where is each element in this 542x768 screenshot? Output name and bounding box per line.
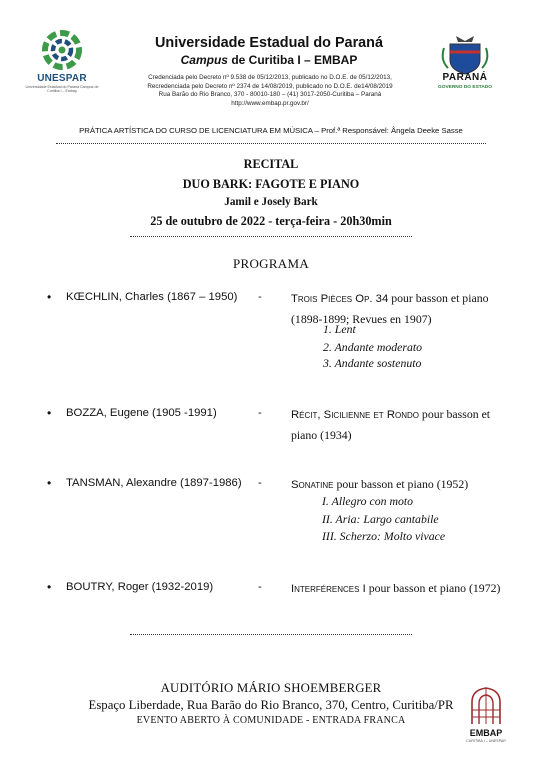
decree-block [120,74,420,108]
work-title-smallcaps: Sonatine [291,479,334,491]
recital-title: RECITAL [243,157,299,171]
work-title-smallcaps: Récit, Sicilienne et Rondo [291,409,419,421]
campus-italic: Campus [180,53,228,67]
work-title [291,404,501,445]
work-title [291,578,531,599]
venue: AUDITÓRIO MÁRIO SHOEMBERGER [160,681,382,695]
work-title-rest: pour basson et piano (1972) [365,581,501,595]
parana-logo-text: PARANÁ [442,72,488,83]
decree-line: Credenciada pelo Decreto nº 9.538 de 05/12/2013, publicado no D.O.E. de 05/12/2013, [148,74,392,81]
parana-coat-of-arms-icon [430,32,500,102]
work-title-rest: pour basson et piano (1898-1899; Revues en 1907) [291,291,489,326]
composer: BOUTRY, Roger (1932-2019) [66,581,214,593]
movement: III. Scherzo: Molto vivace [322,529,446,543]
bullet-icon: • [47,290,52,304]
website-line: http://www.embap.pr.gov.br/ [231,99,309,107]
work-title [291,474,521,495]
parana-logo-subtext: GOVERNO DO ESTADO [437,85,492,90]
composer: BOZZA, Eugene (1905 -1991) [66,407,217,419]
venue-address: Espaço Liberdade, Rua Barão do Rio Branco, 370, Centro, Curitiba/PR [88,698,454,712]
movement: 2. Andante moderato [323,340,423,354]
embap-logo-subtext: CURITIBA I – UNESPAR [466,739,506,743]
decree-line: Recredenciada pelo Decreto nº 2374 de 14/08/2019, publicado no D.O.E. de14/08/2019 [147,82,393,90]
work-title-smallcaps: Trois Pièces Op. 34 [291,293,389,305]
campus-title [110,53,428,67]
bullet-icon: • [47,406,52,420]
performers: Jamil e Josely Bark [224,196,318,208]
bullet-icon: • [47,580,52,594]
dotted-divider [56,143,486,144]
dash: - [258,477,262,489]
dotted-divider [130,236,412,237]
composer: TANSMAN, Alexandre (1897-1986) [66,477,242,489]
work-title-rest: pour basson et piano (1934) [291,407,491,442]
embap-logo-icon [468,686,504,726]
movement: 1. Lent [323,322,356,336]
university-title: Universidade Estadual do Paraná [155,35,383,51]
composer: KŒCHLIN, Charles (1867 – 1950) [66,291,238,303]
movement: 3. Andante sostenuto [323,356,422,370]
dotted-divider [130,634,412,635]
work-title-rest: pour basson et piano (1952) [333,477,469,491]
event-note: EVENTO ABERTO À COMUNIDADE - ENTRADA FRANCA [136,715,406,726]
dash: - [258,291,262,303]
event-date: 25 de outubro de 2022 - terça-feira - 20h30min [150,214,392,228]
movement: II. Aria: Largo cantabile [322,512,439,526]
unespar-logo-subtext: Universidade Estadual do Paraná Campus de Curitiba I – Embap [25,85,99,93]
dash: - [258,581,262,593]
duo-title: DUO BARK: FAGOTE E PIANO [182,177,360,191]
embap-logo-text: EMBAP [469,728,503,738]
bullet-icon: • [47,476,52,490]
unespar-logo-text: UNESPAR [37,73,87,84]
course-line: PRÁTICA ARTÍSTICA DO CURSO DE LICENCIATURA EM MÚSICA – Prof.ª Responsável: Ângela Deeke Sasse [79,126,463,135]
dash: - [258,407,262,419]
movement: I. Allegro con moto [322,494,414,508]
work-title-smallcaps: Interférences I [291,583,366,595]
campus-rest: de Curitiba I – EMBAP [227,53,358,67]
programa-heading: PROGRAMA [232,256,310,271]
address-line: Rua Barão do Rio Branco, 370 - 80010-180 – (41) 3017-2050-Curitiba – Paraná [158,91,382,98]
